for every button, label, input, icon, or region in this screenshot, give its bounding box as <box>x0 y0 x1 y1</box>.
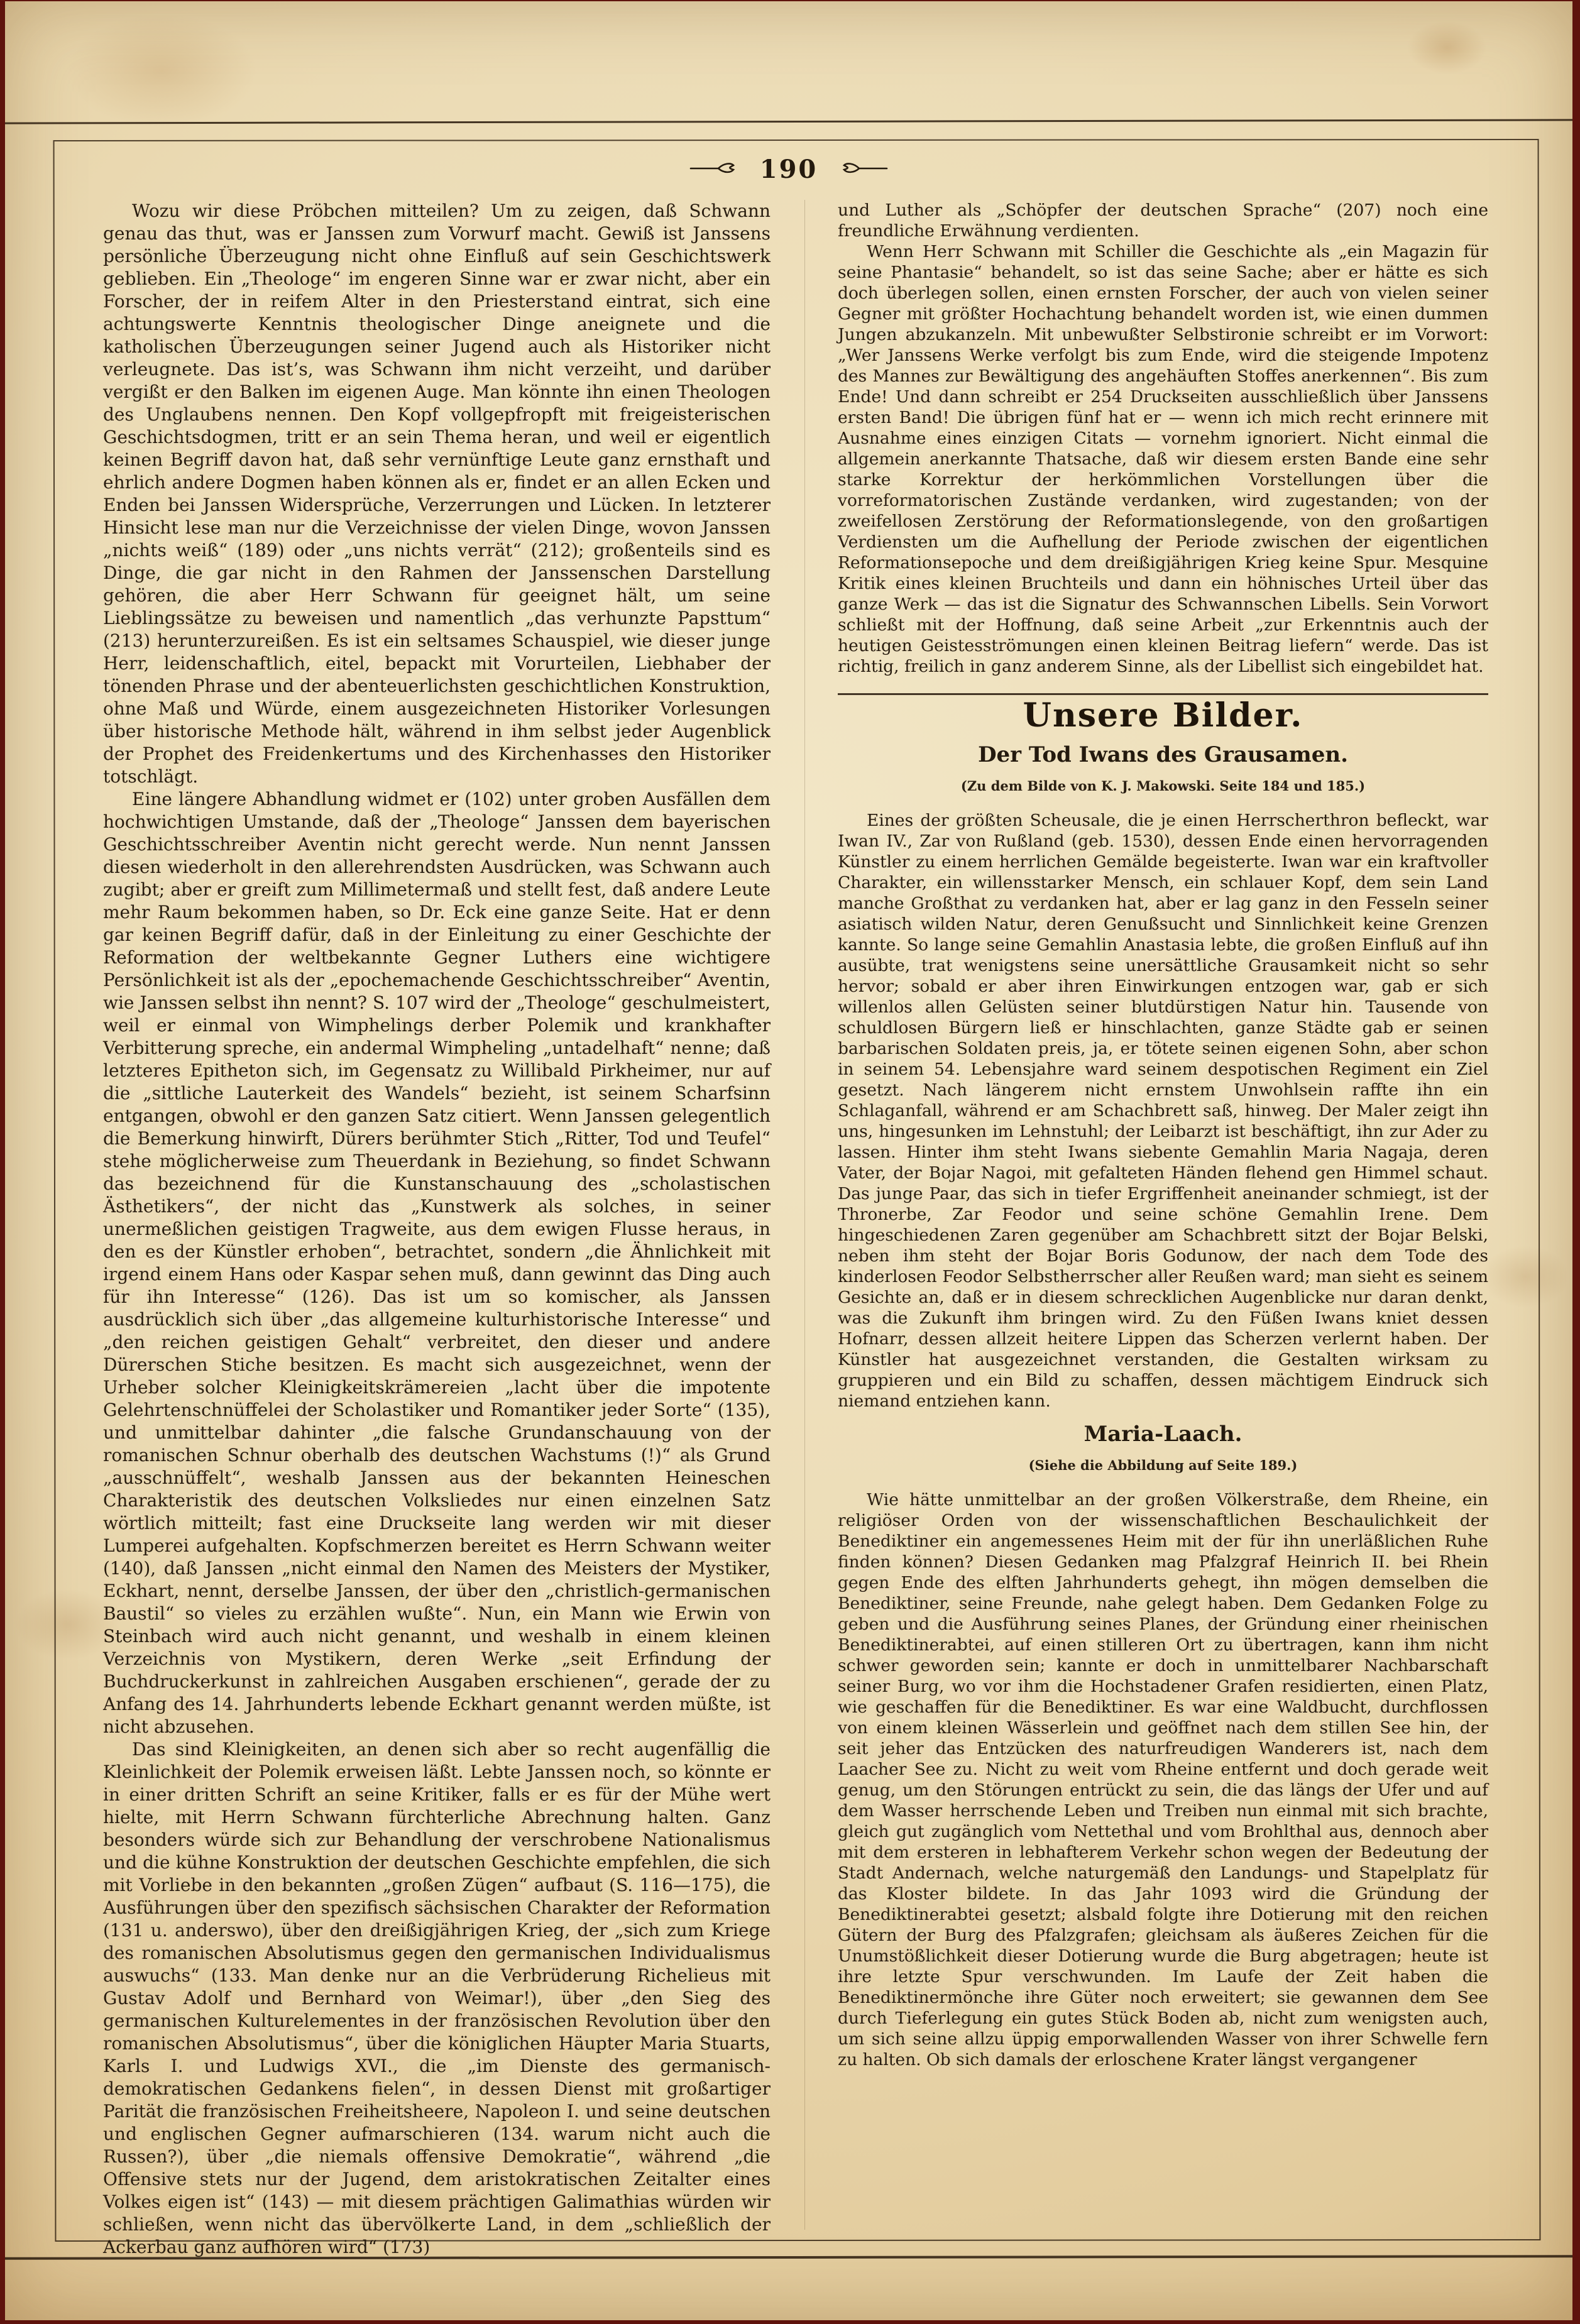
paragraph: Eine längere Abhandlung widmet er (102) unter groben Ausfällen dem hochwichtigen Umstande, daß der „Theologe“ Janssen dem bayerischen Geschichtsschreiber Aventin nicht gerecht werde. Nun nennt Janssen diesen wiederholt in den allerehrendsten Ausdrücken, was Schwann auch zugibt; aber er greift zum Millimetermaß und stellt fest, daß andere Leute mehr Raum bekommen haben, so Dr. Eck eine ganze Seite. Hat er denn gar keinen Begriff dafür, daß in der Einleitung zu einer Geschichte der Reformation der weltbekannte Gegner Luthers eine wichtigere Persönlichkeit ist als der „epochemachende Geschichtsschreiber“ Aventin, wie Janssen selbst ihn nennt? S. 107 wird der „Theologe“ geschulmeistert, weil er einmal von Wimphelings derber Polemik und krankhafter Verbitterung spreche, ein andermal Wimpheling „untadelhaft“ nenne; daß letzteres Epitheton sich, im Gegensatz zu Willibald Pirkheimer, nur auf die „sittliche Lauterkeit des Wandels“ bezieht, ist seinem Scharfsinn entgangen, obwohl er den ganzen Satz citiert. Wenn Janssen gelegentlich die Bemerkung hinwirft, Dürers berühmter Stich „Ritter, Tod und Teufel“ stehe möglicherweise zum Theuerdank in Beziehung, so findet Schwann das bezeichnend für die Kunstanschauung des „scholastischen Ästhetikers“, der nicht das „Kunstwerk als solches, in seiner unermeßlichen geistigen Tragweite, aus dem ewigen Flusse heraus, in den es der Künstler erhoben“, betrachtet, sondern „die Ähnlichkeit mit irgend einem Hans oder Kaspar sehen muß, dann gewinnt das Ding auch für ihn Interesse“ (126). Das ist um so komischer, als Janssen ausdrücklich sich über „das allgemeine kulturhistorische Interesse“ und „den reichen geistigen Gehalt“ verbreitet, den dieser und andere Dürerschen Stiche besitzen. Es macht sich ausgezeichnet, wenn der Urheber solcher Kleinigkeitskrämereien „lacht über die impotente Gelehrtenschnüffelei der Scholastiker und Romantiker jeder Sorte“ (135), und unmittelbar dahinter „die falsche Grundanschauung von der romanischen Schnur oberhalb des deutschen Wachstums (!)“ als Grund „ausschnüffelt“, weshalb Janssen aus der bekannten Heineschen Charakteristik des deutschen Volksliedes nur einen einzelnen Satz wörtlich mitteilt; fast eine Druckseite lang werden wir mit dieser Lumperei aufgehalten. Kopfschmerzen bereitet es Herrn Schwann weiter (140), daß Janssen „nicht einmal den Namen des Meisters der Mystiker, Eckhart, nennt, derselbe Janssen, der über den „christlich-germanischen Baustil“ so vieles zu erzählen wußte“. Nun, ein Mann wie Erwin von Steinbach wird auch nicht genannt, und weshalb in einem kleinen Verzeichnis von Mystikern, deren Werke „seit Erfindung der Buchdruckerkunst in zahlreichen Ausgaben erschienen“, gerade der zu Anfang des 14. Jahrhunderts lebende Eckhart genannt werden müßte, ist nicht abzusehen. <box>103 789 771 1737</box>
paragraph: Das sind Kleinigkeiten, an denen sich aber so recht augenfällig die Kleinlichkeit der Polemik erweisen läßt. Lebte Janssen noch, so könnte er in einer dritten Schrift an seine Kritiker, falls er es für der Mühe wert hielte, mit Herrn Schwann fürchterliche Abrechnung halten. Ganz besonders würde sich zur Behandlung der verschrobene Nationalismus und die kühne Konstruktion der deutschen Geschichte empfehlen, die sich mit Vorliebe in den bekannten „großen Zügen“ aufbaut (S. 116—175), die Ausführungen über den spezifisch sächsischen Charakter der Reformation (131 u. anderswo), über den dreißigjährigen Krieg, der „sich zum Kriege des romanischen Absolutismus gegen den germanischen Individualismus auswuchs“ (133. Man denke nur an die Verbrüderung Richelieus mit Gustav Adolf und Bernhard von Weimar!), über „den Sieg des germanischen Kulturelementes in der französischen Revolution über den romanischen Absolutismus“, über die königlichen Häupter Maria Stuarts, Karls I. und Ludwigs XVI., die „im Dienste des germanisch-demokratischen Gedankens fielen“, in dessen Dienst mit großartiger Parität die französischen Freiheitsheere, Napoleon I. und seine deutschen und englischen Gegner aufmarschieren (134. warum nicht auch die Russen?), über „die niemals offensive Demokratie“, während „die Offensive stets nur der Jugend, dem aristokratischen Zeitalter eines Volkes eigen ist“ (143) — mit diesem prächtigen Galimathias würden wir schließen, wenn nicht das übervölkerte Land, in dem „schließlich der Ackerbau ganz aufhören wird“ (173) <box>103 1739 771 2257</box>
paragraph-continuation: und Luther als „Schöpfer der deutschen Sprache“ (207) noch eine freundliche Erwähnung verdienten. <box>838 200 1488 241</box>
paragraph: Wozu wir diese Pröbchen mitteilen? Um zu zeigen, daß Schwann genau das thut, was er Janssen zum Vorwurf macht. Gewiß ist Janssens persönliche Überzeugung nicht ohne Einfluß auf sein Geschichtswerk geblieben. Ein „Theologe“ im engeren Sinne war er zwar nicht, aber ein Forscher, der in reifem Alter in den Priesterstand eintrat, sich eine achtungswerte Kenntnis theologischer Dinge aneignete und die katholischen Überzeugungen seiner Jugend auch als Historiker nicht verleugnete. Das ist’s, was Schwann ihm nicht verzeiht, und darüber vergißt er den Balken im eigenen Auge. Man könnte ihn einen Theologen des Unglaubens nennen. Den Kopf vollgepfropft mit freigeisterischen Geschichtsdogmen, tritt er an sein Thema heran, und weil er eigentlich keinen Begriff davon hat, daß sehr vernünftige Leute ganz ernsthaft und ehrlich andere Dogmen haben können als er, findet er an allen Ecken und Enden bei Janssen Widersprüche, Verzerrungen und Lücken. In letzterer Hinsicht lese man nur die Verzeichnisse der vielen Dinge, wovon Janssen „nichts weiß“ (189) oder „uns nichts verrät“ (212); großenteils sind es Dinge, die gar nicht in den Rahmen der Janssenschen Darstellung gehören, die aber Herr Schwann für geeignet hält, um seine Lieblingssätze zu beweisen und namentlich „das verhunzte Papsttum“ (213) herunterzureißen. Es ist ein seltsames Schauspiel, wie dieser junge Herr, leidenschaftlich, eitel, bepackt mit Vorurteilen, Liebhaber der tönenden Phrase und der abenteuerlichsten geschichtlichen Konstruktion, ohne Maß und Würde, einem ausgezeichneten Historiker Vorlesungen über historische Methode hält, während in ihm selbst jeder Augenblick der Prophet des Freidenkertums und des Kirchenhasses den Historiker totschlägt. <box>103 200 771 787</box>
right-column <box>804 200 1488 2230</box>
two-column-text-block <box>103 200 1488 2257</box>
left-column <box>103 200 771 2257</box>
article-title-maria-laach: Maria-Laach. <box>1084 1422 1243 1447</box>
scanned-page-paper <box>5 1 1572 2320</box>
paragraph: Eines der größten Scheusale, die je einen Herrscherthron befleckt, war Iwan IV., Zar von Rußland (geb. 1530), dessen Ende einen hervorragenden Künstler zu einem herrlichen Gemälde begeisterte. Iwan war ein kraftvoller Charakter, ein willensstarker Mensch, ein schlauer Kopf, dem sein Land manche Großthat zu verdanken hat, aber er lag ganz in den Fesseln seiner asiatisch wilden Natur, deren Genußsucht und Sinnlichkeit keine Grenzen kannte. So lange seine Gemahlin Anastasia lebte, die großen Einfluß auf ihn ausübte, trat wenigstens seine unersättliche Grausamkeit nicht so sehr hervor; sobald er aber ihren Einwirkungen entzogen war, gab er sich willenlos allen Gelüsten seiner blutdürstigen Natur hin. Tausende von schuldlosen Bürgern ließ er hinschlachten, ganze Städte gab er seinen barbarischen Soldaten preis, ja, er tötete seinen eigenen Sohn, aber schon in seinem 54. Lebensjahre ward seinem despotischen Regiment ein Ziel gesetzt. Nach längerem nicht ernstem Unwohlsein raffte ihn ein Schlaganfall, während er am Schachbrett saß, hinweg. Der Maler zeigt ihn uns, hingesunken im Lehnstuhl; der Leibarzt ist beschäftigt, ihn zur Ader zu lassen. Hinter ihm steht Iwans siebente Gemahlin Maria Nagaja, deren Vater, der Bojar Nagoi, mit gefalteten Händen flehend gen Himmel schaut. Das junge Paar, das sich in tiefer Ergriffenheit aneinander schmiegt, ist der Thronerbe, Zar Feodor und seine schöne Gemahlin Irene. Dem hingeschiedenen Zaren gegenüber am Schachbrett sitzt der Bojar Belski, neben ihm steht der Bojar Boris Godunow, der nach dem Tode des kinderlosen Feodor Selbstherrscher aller Reußen ward; man sieht es seinem Gesichte an, daß er in diesem schrecklichen Augenblicke nur daran denkt, was die Zukunft ihm bringen wird. Zu den Füßen Iwans kniet dessen Hofnarr, dessen allzeit heitere Lippen das Scherzen verlernt haben. Der Künstler hat ausgezeichnet verstanden, die Gestalten wirksam zu gruppieren und ein Bild zu schaffen, dessen mächtigem Eindruck sich niemand entziehen kann. <box>838 811 1488 1411</box>
paragraph: Wenn Herr Schwann mit Schiller die Geschichte als „ein Magazin für seine Phantasie“ behandelt, so ist das seine Sache; aber er hätte es sich doch überlegen sollen, einen ernsten Forscher, der auch von vielen seiner Gegner mit größter Hochachtung behandelt worden ist, wie einen dummen Jungen abzukanzeln. Mit unbewußter Selbstironie schreibt er im Vorwort: „Wer Janssens Werke verfolgt bis zum Ende, wird die steigende Impotenz des Mannes zur Bewältigung des angehäuften Stoffes anerkennen“. Bis zum Ende! Und dann schreibt er 254 Druckseiten ausschließlich über Janssens ersten Band! Die übrigen fünf hat er — wenn ich mich recht erinnere mit Ausnahme eines einzigen Citats — vornehm ignoriert. Nicht einmal die allgemein anerkannte Thatsache, daß wir diesem ersten Bande eine sehr starke Korrektur der herkömmlichen Vorstellungen über die vorreformatorischen Zustände verdanken, wird zugestanden; von der zweifellosen Zerstörung der Reformationslegende, von den großartigen Verdiensten um die Aufhellung der Periode zwischen der eigentlichen Reformationsepoche und dem dreißigjährigen Krieg keine Spur. Mesquine Kritik eines kleinen Bruchteils und dann ein höhnisches Urteil über das ganze Werk — das ist die Signatur des Schwannschen Libells. Sein Vorwort schließt mit der Hoffnung, daß seine Arbeit „zur Erkenntnis auch der heutigen Geistesströmungen einen kleinen Beitrag liefern“ werde. Das ist richtig, freilich in ganz anderem Sinne, als der Libellist sich eingebildet hat. <box>838 242 1488 676</box>
section-divider-rule <box>838 693 1488 695</box>
fleuron-left-icon <box>689 160 738 179</box>
paragraph: Wie hätte unmittelbar an der großen Völkerstraße, dem Rheine, ein religiöser Orden von der wissenschaftlichen Beschaulichkeit der Benediktiner ein angemessenes Heim mit der für ihn unerläßlichen Ruhe finden können? Diesen Gedanken mag Pfalzgraf Heinrich II. bei Rhein gegen Ende des elften Jahrhunderts gehegt, ihn mögen demselben die Benediktiner, seine Freunde, nahe gelegt haben. Dem Gedanken Folge zu geben und die Ausführung seines Planes, der Gründung einer rheinischen Benediktinerabtei, auf einen stilleren Ort zu übertragen, kann ihm nicht schwer geworden sein; kannte er doch in unmittelbarer Nachbarschaft seiner Burg, wo vor ihm die Hochstadener Grafen residierten, einen Platz, wie geschaffen für die Benediktiner. Es war eine Waldbucht, durchflossen von einem kleinen Wässerlein und geöffnet nach dem stillen See hin, der seit jeher das Entzücken des naturfreudigen Wanderers ist, nach dem Laacher See zu. Nicht zu weit vom Rheine entfernt und doch gerade weit genug, um den Störungen entrückt zu sein, die das längs der Ufer und auf dem Wasser herrschende Leben und Treiben nun einmal mit sich brachte, gleich gut zugänglich vom Nettethal und vom Brohlthal aus, dennoch aber mit dem ersteren in lebhafterem Verkehr schon wegen der Bedeutung der Stadt Andernach, welche naturgemäß den Landungs- und Stapelplatz für das Kloster bildete. In das Jahr 1093 wird die Gründung der Benediktinerabtei gesetzt; alsbald folgte ihre Dotierung mit den reichen Gütern der Burg des Pfalzgrafen; gleichsam als äußeres Zeichen für die Unumstößlichkeit dieser Dotierung wurde die Burg abgetragen; heute ist ihre letzte Spur verschwunden. Im Laufe der Zeit haben die Benediktinermönche ihre Güter noch erweitert; sie gewannen dem See durch Tieferlegung ein gutes Stück Boden ab, nicht zum wenigsten auch, um sich seine allzu üppig emporwallenden Wasser von ihrer Schwelle fern zu halten. Ob sich damals der erloschene Krater längst vergangener <box>838 1490 1488 2069</box>
top-outer-rule <box>5 119 1572 124</box>
page-number: 190 <box>759 155 818 184</box>
spacer <box>838 1411 1488 1419</box>
article-caption-iwan: (Zu dem Bilde von K. J. Makowski. Seite 184 und 185.) <box>960 778 1366 794</box>
article-title-iwan: Der Tod Iwans des Grausamen. <box>978 742 1348 767</box>
article-caption-maria-laach: (Siehe die Abbildung auf Seite 189.) <box>1028 1457 1298 1473</box>
fleuron-right-icon <box>839 160 888 179</box>
section-title: Unsere Bilder. <box>1023 696 1303 735</box>
page-header <box>5 155 1572 184</box>
